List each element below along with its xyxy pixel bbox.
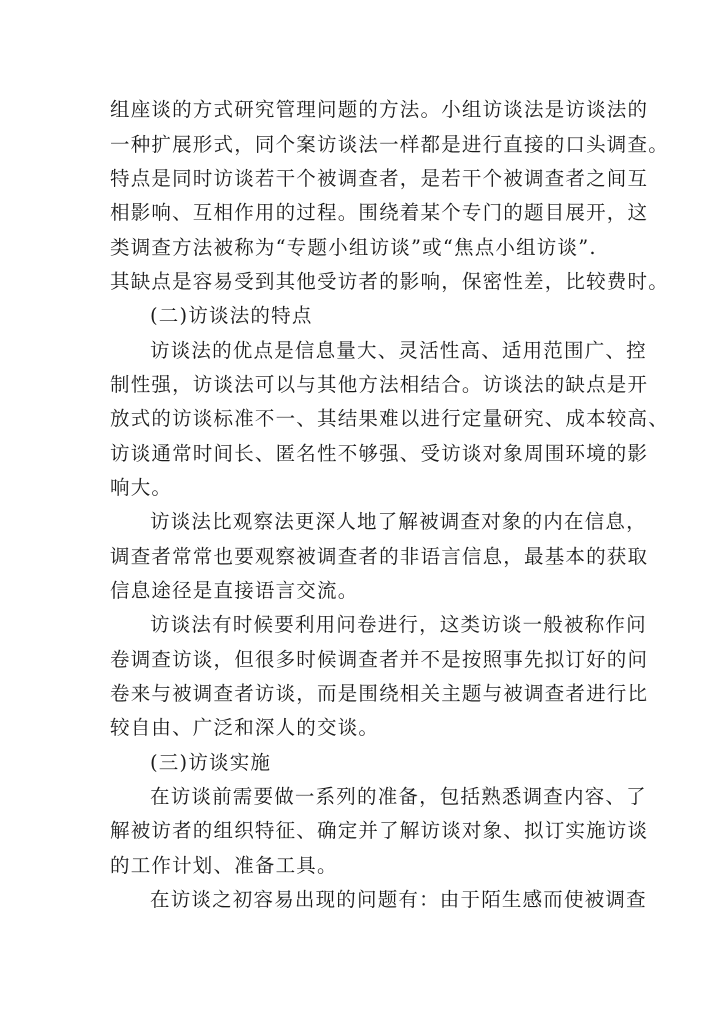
- text-line: 放式的访谈标准不一、其结果难以进行定量研究、成本较高、: [110, 407, 669, 430]
- text-line: 访谈通常时间长、匿名性不够强、受访谈对象周围环境的影: [110, 442, 649, 465]
- text-line: 访谈法的优点是信息量大、灵活性高、适用范围广、控: [150, 339, 647, 362]
- text-line: 相影响、互相作用的过程。围绕着某个专门的题目展开，这: [110, 201, 649, 224]
- text-line: 制性强，访谈法可以与其他方法相结合。访谈法的缺点是开: [110, 373, 649, 396]
- text-line: 其缺点是容易受到其他受访者的影响，保密性差，比较费时。: [110, 270, 669, 293]
- text-line: 访谈法比观察法更深人地了解被调查对象的内在信息，: [150, 510, 647, 533]
- text-line: 一种扩展形式，同个案访谈法一样都是进行直接的口头调查。: [110, 133, 669, 156]
- text-line: 卷来与被调查者访谈，而是围绕相关主题与被调查者进行比: [110, 682, 649, 705]
- text-line: 在访谈之初容易出现的问题有：由于陌生感而使被调查: [150, 888, 647, 911]
- section-heading: (二)访谈法的特点: [150, 304, 313, 327]
- text-line: 特点是同时访谈若干个被调查者，是若干个被调查者之间互: [110, 167, 649, 190]
- text-line: 解被访者的组织特征、确定并了解访谈对象、拟订实施访谈: [110, 819, 649, 842]
- text-line: 响大。: [110, 476, 173, 499]
- section-heading: (三)访谈实施: [150, 751, 272, 774]
- text-line: 的工作计划、准备工具。: [110, 854, 338, 877]
- text-line: 信息途径是直接语言交流。: [110, 579, 359, 602]
- text-line: 组座谈的方式研究管理问题的方法。小组访谈法是访谈法的: [110, 98, 649, 121]
- text-line: 类调查方法被称为“专题小组访谈”或“焦点小组访谈”.: [110, 236, 597, 259]
- text-line: 较自由、广泛和深人的交谈。: [110, 716, 380, 739]
- text-line: 调查者常常也要观察被调查者的非语言信息，最基本的获取: [110, 545, 649, 568]
- text-line: 卷调查访谈，但很多时候调查者并不是按照事先拟订好的问: [110, 648, 649, 671]
- text-line: 访谈法有时候要利用问卷进行，这类访谈一般被称作问: [150, 613, 647, 636]
- text-line: 在访谈前需要做一系列的准备，包括熟悉调查内容、了: [150, 785, 647, 808]
